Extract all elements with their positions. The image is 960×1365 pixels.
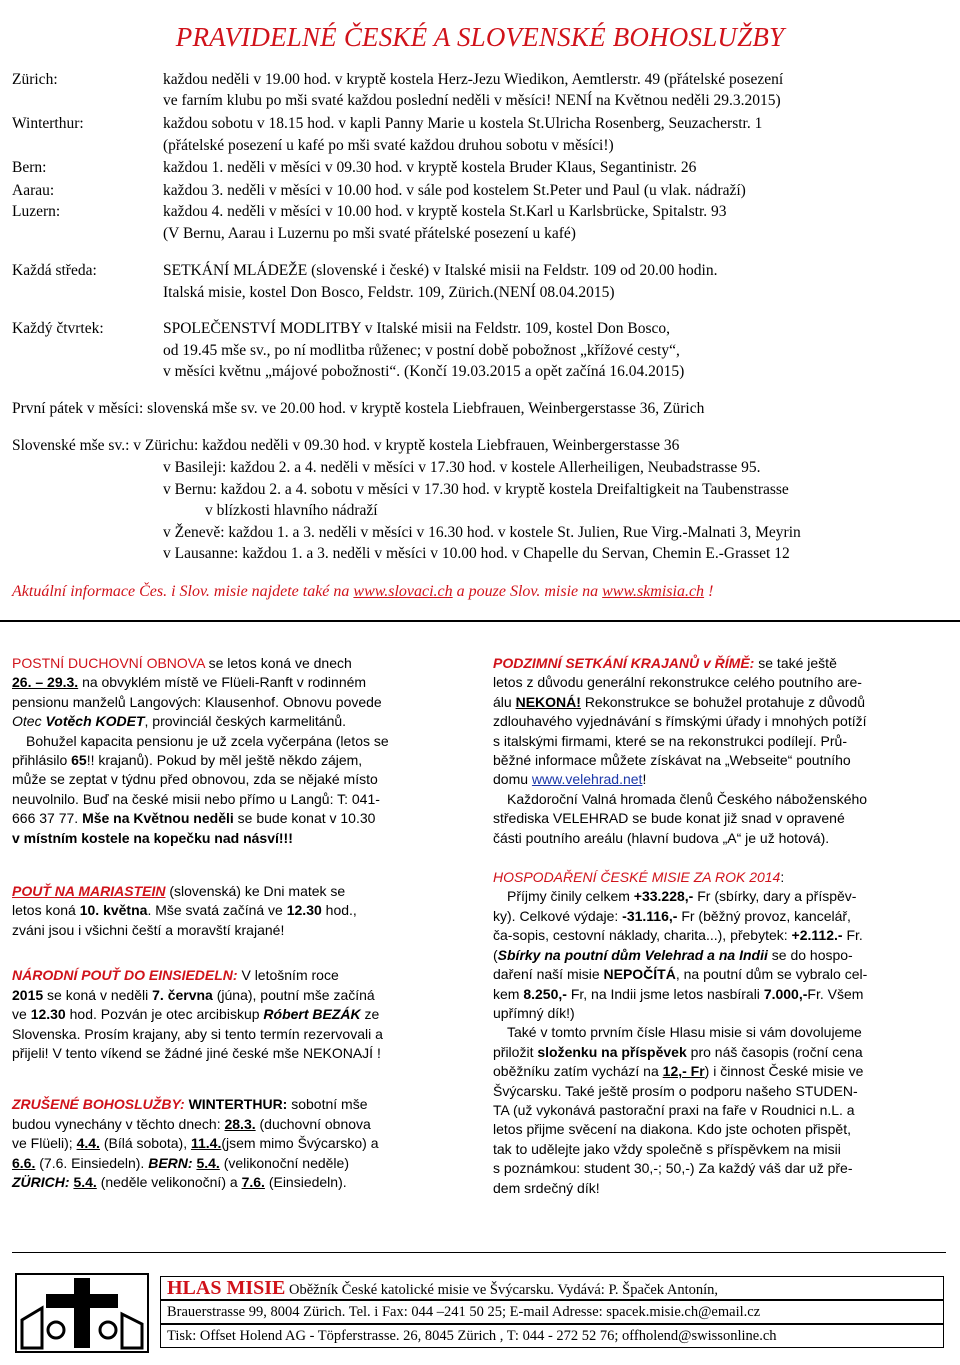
postni-text: se bude konat v 10.30 bbox=[237, 810, 376, 827]
info-text-1: Aktuální informace Čes. i Slov. misie najdete také na bbox=[12, 583, 350, 600]
postni-text: v místním kostele na kopečku nad násví!!! bbox=[12, 829, 293, 846]
hosp-text: Fr. bbox=[846, 927, 863, 944]
masthead-publisher: Oběžník České katolické misie ve Švýcarsku. Vydává: P. Špaček Antonín, bbox=[289, 1282, 719, 1298]
slovak-mass-line-3: v Bernu: každou 2. a 4. sobotu v měsíci v 17.30 hod. v kryptě kostela Dreifaltigkeit na Taubenstrasse bbox=[163, 481, 789, 498]
hosp-text: přiložit bbox=[493, 1043, 534, 1060]
postni-text: se letos koná ve dnech bbox=[208, 655, 352, 671]
zrusene-date: 28.3. bbox=[224, 1115, 256, 1132]
zurich-line-1: každou neděli v 19.00 hod. v kryptě kostela Herz-Jezu Wiedikon, Aemtlerstr. 49 (přátelské posezení bbox=[163, 71, 784, 88]
slovak-mass-line-5: v Ženevě: každou 1. a 3. neděli v měsíci v 16.30 hod. v kostele St. Julien, Rue Virg.-Malnati 3, Meyrin bbox=[163, 524, 801, 541]
podzimni-heading: PODZIMNÍ SETKÁNÍ KRAJANŮ v ŘÍMĚ: bbox=[493, 655, 755, 671]
hosp-text: letos přijme svěcení na diakona. Kdo jste ochoten přispět, bbox=[493, 1121, 851, 1138]
postni-text: pensionu manželů Langových: Klausenhof. Obnovu povede bbox=[12, 693, 382, 710]
pout-heading: POUŤ NA MARIASTEIN bbox=[12, 883, 166, 900]
zrusene-text: (jsem mimo Švýcarsko) a bbox=[221, 1135, 379, 1152]
hosp-velehrad-sum: 8.250,- bbox=[523, 985, 567, 1002]
podzimni-nekona: NEKONÁ! bbox=[515, 693, 581, 710]
pout-text: zváni jsou i všichni čeští a moravští krajané! bbox=[12, 921, 285, 938]
luzern-line-1: každou 4. neděli v měsíci v 10.00 hod. v kryptě kostela St.Karl u Karlsbrücke, Spitalstr. 93 bbox=[163, 203, 727, 220]
hosp-text: s poznámkou: student 30,-; 50,-) Za každý váš dar už pře- bbox=[493, 1160, 853, 1177]
postni-text: !! krajanů). Pokud by měl ještě někdo zájem, bbox=[86, 752, 363, 769]
narodni-text: přijeli! V tento víkend se žádné jiné české mše NEKONAJÍ ! bbox=[12, 1044, 381, 1061]
label-zurich: Zürich: bbox=[12, 71, 58, 88]
masthead-title: HLAS MISIE bbox=[167, 1277, 286, 1299]
pout-text: hod., bbox=[325, 902, 357, 919]
zrusene-text: (Bílá sobota), bbox=[103, 1135, 188, 1152]
narodni-date: 7. června bbox=[152, 986, 213, 1003]
postni-text: , provinciál českých karmelitánů. bbox=[144, 713, 347, 730]
hosp-surplus: +2.112.- bbox=[791, 927, 843, 944]
pout-time: 12.30 bbox=[286, 902, 322, 919]
hosp-text: ča-sopis, cestovní náklady, charita...), přebytek: bbox=[493, 927, 788, 944]
zrusene-place: BERN: bbox=[148, 1154, 193, 1171]
hosp-india-sum: 7.000,- bbox=[763, 985, 808, 1002]
narodni-heading: NÁRODNÍ POUŤ DO EINSIEDELN: bbox=[12, 967, 238, 984]
hosp-text: Švýcarsku. Také ještě prosím o podporu našeho STUDEN- bbox=[493, 1082, 858, 1099]
slovak-mass-line-6: v Lausanne: každou 1. a 3. neděli v měsíci v 10.00 hod. v Chapelle du Servan, Chemin E.-Grasset 12 bbox=[163, 545, 790, 562]
postni-priest-name: Votěch KODET bbox=[45, 713, 145, 730]
podzimni-text: domu bbox=[493, 771, 529, 788]
pout-text: letos koná bbox=[12, 902, 76, 919]
zrusene-text: (neděle velikonoční) a bbox=[100, 1173, 238, 1190]
narodni-text: ve bbox=[12, 1006, 27, 1023]
zrusene-date: 7.6. bbox=[241, 1173, 265, 1190]
masthead-box bbox=[160, 1276, 944, 1348]
hosp-expense: -31.116,- bbox=[622, 907, 678, 924]
zrusene-text: (duchovní obnova bbox=[259, 1115, 371, 1132]
hosp-text: pro náš časopis (roční cena bbox=[690, 1043, 863, 1060]
page-title: PRAVIDELNÉ ČESKÉ A SLOVENSKÉ BOHOSLUŽBY bbox=[175, 22, 785, 52]
hosp-income: +33.228,- bbox=[633, 888, 694, 905]
winterthur-line-2: (přátelské posezení u kafé po mši svaté každou druhou sobotu v měsíci!) bbox=[163, 137, 614, 154]
info-line bbox=[12, 582, 713, 601]
hosp-nepocita: NEPOČÍTÁ bbox=[603, 966, 676, 983]
zrusene-date: 6.6. bbox=[12, 1154, 36, 1171]
narodni-text: (júna), poutní mše začíná bbox=[216, 986, 375, 1003]
streda-line-2: Italská misie, kostel Don Bosco, Feldstr. 109, Zürich.(NENÍ 08.04.2015) bbox=[163, 284, 615, 301]
podzimni-text: střediska VELEHRAD se bude konat již snad v opravené bbox=[493, 810, 845, 827]
hosp-text: Příjmy činily celkem bbox=[507, 888, 630, 905]
hosp-text: upřímný dík!) bbox=[493, 1004, 575, 1021]
label-ctvrtek: Každý čtvrtek: bbox=[12, 320, 104, 337]
ctvrtek-line-3: v měsíci květnu „májové pobožnosti“. (Končí 19.03.2015 a opět začíná 16.04.2015) bbox=[163, 363, 685, 380]
ctvrtek-line-2: od 19.45 mše sv., po ní modlitba růženec; v postní době pobožnost „křížové cesty“, bbox=[163, 342, 680, 359]
ctvrtek-line-1: SPOLEČENSTVÍ MODLITBY v Italské misii na Feldstr. 109, kostel Don Bosco, bbox=[163, 320, 671, 337]
podzimni-text: Každoroční Valná hromada členů Českého náboženského bbox=[507, 790, 868, 807]
hosp-text: , na poutní dům se vybralo cel- bbox=[675, 966, 868, 983]
postni-text: Mše na Květnou neděli bbox=[82, 810, 234, 827]
luzern-line-2: (V Bernu, Aarau i Luzernu po mši svaté přátelské posezení u kafé) bbox=[163, 225, 576, 242]
zrusene-text: budou vynechány v těchto dnech: bbox=[12, 1115, 221, 1132]
zrusene-date: 5.4. bbox=[73, 1173, 97, 1190]
podzimni-text: zdlouhavého vyjednávání s římskými úřady i mnohých potíží bbox=[493, 713, 867, 730]
zurich-line-2: ve farním klubu po mši svaté každou poslední neděli v měsíci! NENÍ na Květnou neděli 29.3.2015) bbox=[163, 92, 781, 109]
section-divider bbox=[0, 620, 960, 622]
velehrad-link[interactable]: www.velehrad.net bbox=[531, 771, 643, 788]
label-streda: Každá středa: bbox=[12, 262, 97, 279]
hosp-text: ) i činnost České misie ve bbox=[704, 1063, 864, 1080]
zrusene-date: 11.4. bbox=[190, 1135, 222, 1152]
slovak-mass-line-4: v blízkosti hlavního nádraží bbox=[205, 502, 378, 519]
zrusene-heading: ZRUŠENÉ BOHOSLUŽBY: bbox=[12, 1096, 185, 1113]
masthead-line-2: Brauerstrasse 99, 8004 Zürich. Tel. i Fax: 044 –241 50 25; E-mail Adresse: spacek.misie.ch@email.cz bbox=[160, 1300, 944, 1324]
postni-heading: POSTNÍ DUCHOVNÍ OBNOVA bbox=[12, 655, 205, 671]
hosp-text: Také v tomto prvním čísle Hlasu misie si vám dovolujeme bbox=[507, 1024, 862, 1041]
hosp-slip: složenku na příspěvek bbox=[537, 1043, 687, 1060]
footer-divider bbox=[12, 1252, 946, 1253]
pout-text: (slovenská) ke Dni matek se bbox=[169, 883, 346, 900]
hosp-text: Fr. Všem bbox=[807, 985, 864, 1002]
masthead-line-3: Tisk: Offset Holend AG - Töpferstrasse. 26, 8045 Zürich , T: 044 - 272 52 76; offholend@swissonline.ch bbox=[160, 1324, 944, 1348]
podzimni-text: letos z důvodu generální rekonstrukce celého poutního are- bbox=[493, 674, 862, 691]
hosp-text: TA (už vykonává pastorační praxi na faře v Roudnici n.L. a bbox=[493, 1101, 855, 1118]
slovak-mass-line-1: Slovenské mše sv.: v Zürichu: každou neděli v 09.30 hod. v kryptě kostela Liebfrauen, Weinbergerstasse 36 bbox=[12, 437, 680, 454]
narodni-year: 2015 bbox=[12, 986, 44, 1003]
narodni-text: se koná v neděli bbox=[47, 986, 149, 1003]
slovaci-link[interactable]: www.slovaci.ch bbox=[353, 583, 453, 600]
left-column bbox=[12, 654, 389, 1192]
narodni-time: 12.30 bbox=[30, 1006, 66, 1023]
hosp-text: Fr, na Indii jsme letos nasbírali bbox=[570, 985, 760, 1002]
hosp-text: oběžníku zatím vychází na bbox=[493, 1063, 659, 1080]
bern-line: každou 1. neděli v měsíci v 09.30 hod. v kryptě kostela Bruder Klaus, Segantinistr. 26 bbox=[163, 159, 697, 176]
streda-line-1: SETKÁNÍ MLÁDEŽE (slovenské i české) v Italské misii na Feldstr. 109 od 20.00 hodin. bbox=[163, 262, 718, 279]
slovak-mass-line-2: v Basileji: každou 2. a 4. neděli v měsíci v 17.30 hod. v kostele Allerheiligen, Neubadstrasse 95. bbox=[163, 459, 761, 476]
postni-count: 65 bbox=[71, 752, 87, 769]
postni-text: na obvyklém místě ve Flüeli-Ranft v rodinném bbox=[82, 674, 367, 691]
info-text-2: a pouze Slov. misie na bbox=[456, 583, 599, 600]
right-column bbox=[493, 654, 867, 1198]
narodni-text: hod. Pozván je otec arcibiskup bbox=[69, 1006, 260, 1023]
podzimni-text: Rekonstrukce se bohužel protahuje z důvodů bbox=[584, 693, 865, 710]
podzimni-text: s italskými firmami, které se na rekonstrukci podílejí. Prů- bbox=[493, 732, 847, 749]
skmisia-link[interactable]: www.skmisia.ch bbox=[602, 583, 705, 600]
label-luzern: Luzern: bbox=[12, 203, 61, 220]
zrusene-text: (7.6. Einsiedeln). bbox=[39, 1154, 145, 1171]
hosp-text: Fr (běžný provoz, kancelář, bbox=[681, 907, 851, 924]
zrusene-place: ZÜRICH: bbox=[12, 1173, 70, 1190]
zrusene-text: ve Flüeli); bbox=[12, 1135, 73, 1152]
hosp-text: ( bbox=[493, 946, 498, 963]
narodni-bishop: Róbert BEZÁK bbox=[263, 1006, 361, 1023]
postni-text: může se zeptat v týdnu před obnovou, zda se nějaké místo bbox=[12, 771, 378, 788]
masthead-line-1 bbox=[160, 1276, 944, 1300]
aarau-line: každou 3. neděli v měsíci v 10.00 hod. v sále pod kostelem St.Peter und Paul (u vlak. nádraží) bbox=[163, 182, 746, 199]
postni-text: přihlásilo bbox=[12, 752, 68, 769]
postni-text: neuvolnilo. Buď na české misii nebo přímo u Langů: T: 041- bbox=[12, 790, 380, 807]
zrusene-text: sobotní mše bbox=[291, 1096, 368, 1113]
hospodareni-colon: : bbox=[780, 869, 785, 886]
zrusene-date: 5.4. bbox=[196, 1154, 220, 1171]
narodni-text: V letošním roce bbox=[241, 967, 339, 984]
narodni-text: ze bbox=[364, 1006, 380, 1023]
podzimni-text: álu bbox=[493, 693, 512, 710]
hosp-collections: Sbírky na poutní dům Velehrad a na Indii bbox=[497, 946, 768, 963]
hosp-text: tak to udělejte jako vždy společně s příspěvkem na misii bbox=[493, 1140, 841, 1157]
hosp-text: ky). Celkové výdaje: bbox=[493, 907, 619, 924]
postni-text: 666 37 77. bbox=[12, 810, 79, 827]
podzimni-text: se také ještě bbox=[758, 655, 837, 671]
label-bern: Bern: bbox=[12, 159, 47, 176]
pout-text: . Mše svatá začíná ve bbox=[147, 902, 283, 919]
church-cross-logo-icon bbox=[12, 1270, 152, 1356]
zrusene-place: WINTERTHUR: bbox=[188, 1096, 288, 1113]
postni-text: Bohužel kapacita pensionu je už zcela vyčerpána (letos se bbox=[26, 732, 389, 749]
hosp-text: Fr (sbírky, dary a příspěv- bbox=[697, 888, 857, 905]
label-aarau: Aarau: bbox=[12, 182, 55, 199]
hosp-price: 12,- Fr bbox=[662, 1063, 705, 1080]
narodni-text: Slovenska. Prosím krajany, aby si tento termín rezervovali a bbox=[12, 1025, 383, 1042]
postni-dates: 26. – 29.3. bbox=[12, 674, 79, 691]
prvni-patek-line: První pátek v měsíci: slovenská mše sv. ve 20.00 hod. v kryptě kostela Liebfrauen, Weinbergerstasse 36, Zürich bbox=[12, 400, 705, 417]
podzimni-text: ! bbox=[642, 771, 647, 788]
hosp-text: daření naší misie bbox=[493, 966, 600, 983]
zrusene-text: (velikonoční neděle) bbox=[223, 1154, 349, 1171]
zrusene-text: (Einsiedeln). bbox=[268, 1173, 347, 1190]
hosp-text: kem bbox=[493, 985, 520, 1002]
podzimni-text: běžné informace můžete získávat na „Webseite“ poutního bbox=[493, 752, 851, 769]
info-text-3: ! bbox=[708, 583, 714, 600]
winterthur-line-1: každou sobotu v 18.15 hod. v kapli Panny Marie u kostela St.Ulricha Rosenberg, Seuzacherstr. 1 bbox=[163, 115, 763, 132]
label-winterthur: Winterthur: bbox=[12, 115, 84, 132]
hospodareni-heading: HOSPODAŘENÍ ČESKÉ MISIE ZA ROK 2014 bbox=[493, 869, 781, 886]
hosp-text: se do hospo- bbox=[771, 946, 853, 963]
podzimni-text: části poutního areálu (hlavní budova „A“ je už hotová). bbox=[493, 829, 830, 846]
schedule-section bbox=[0, 0, 960, 620]
hosp-text: dem srdečný dík! bbox=[493, 1179, 600, 1196]
postni-text: Otec bbox=[12, 713, 42, 730]
pout-date: 10. května bbox=[79, 902, 148, 919]
zrusene-date: 4.4. bbox=[76, 1135, 100, 1152]
